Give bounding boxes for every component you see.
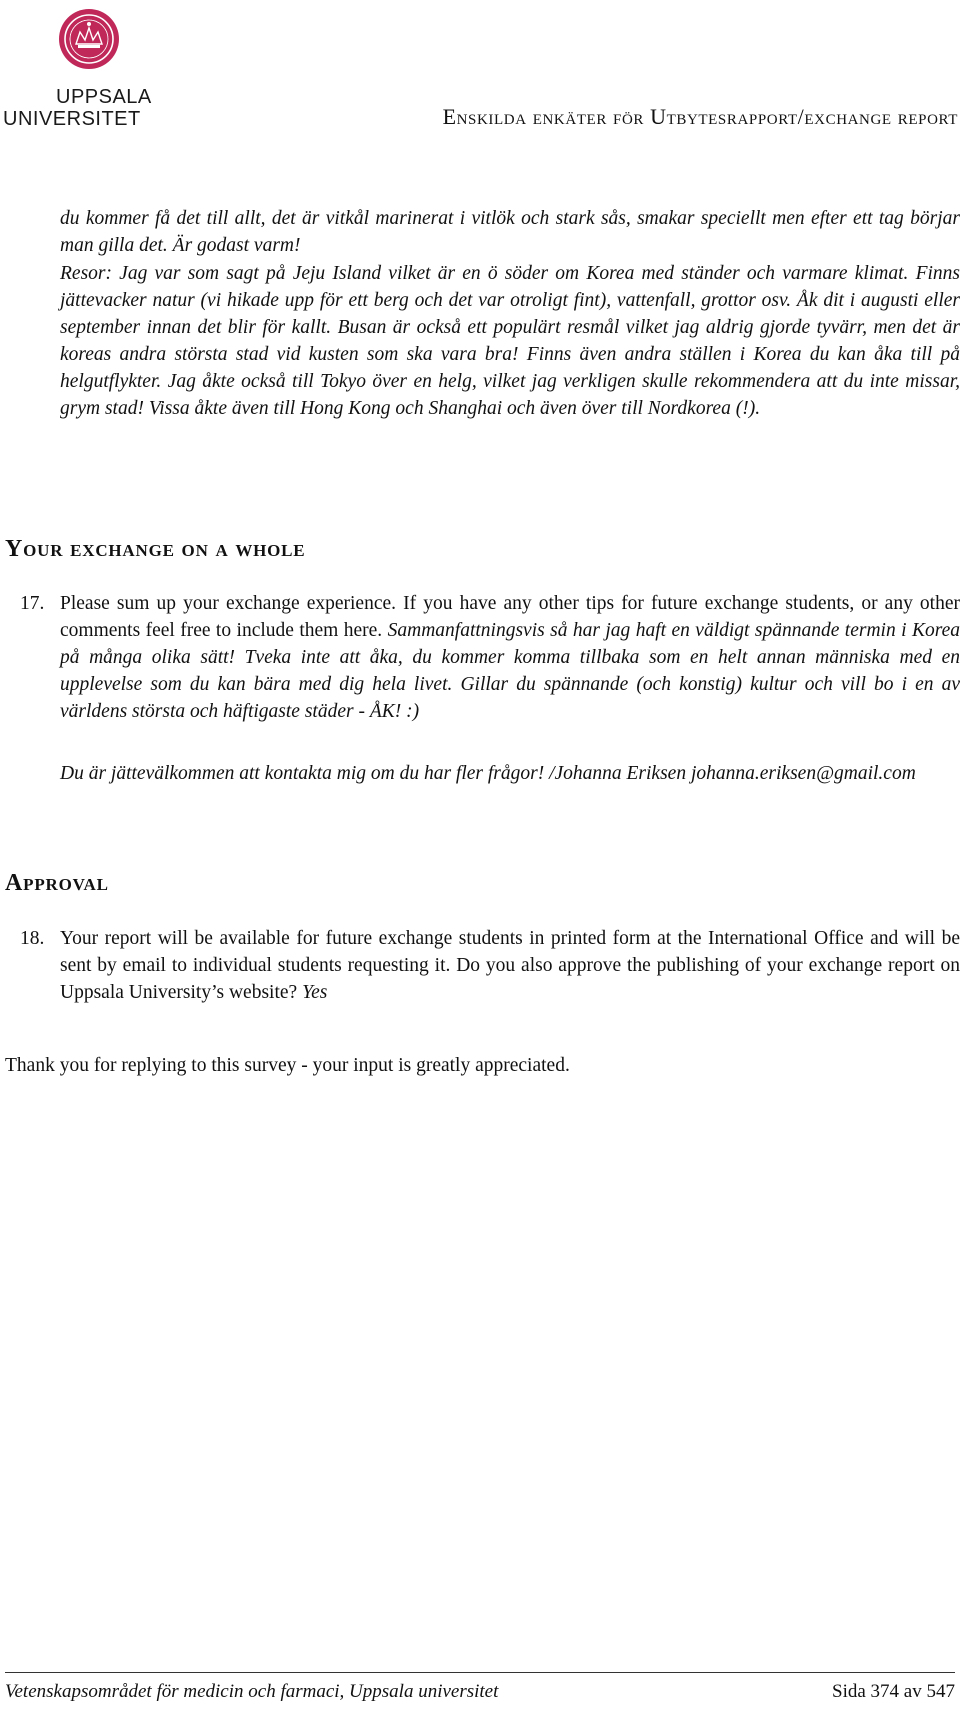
question-17-text: Please sum up your exchange experience. If you have any other tips for future exchange students, or any other comments feel free to include them here. bbox=[60, 593, 960, 641]
travel-paragraph: Resor: Jag var som sagt på Jeju Island vilket är en ö söder om Korea med ständer och varmare klimat. Finns jättevacker natur (vi hikade upp för ett berg och det var otroligt fint), vattenfall, grottor osv. Åk dit i augusti eller september innan det blir för kallt. Busan är också ett populärt resmål vilket jag aldrig gjorde tyvärr, men det är koreas andra största stad vid kusten som ska vara bra! Finns även andra ställen i Korea du kan åka till på helgutflykter. Jag åkte också till Tokyo över en helg, vilket jag verkligen skulle rekommendera att du inte missar, grym stad! Vissa åkte även till Hong Kong och Shanghai och även över till Nordkorea (!). bbox=[60, 263, 960, 419]
answer-18-text: Yes bbox=[302, 982, 328, 1003]
section-heading-approval: Approval bbox=[5, 870, 109, 896]
section-heading-exchange: Your exchange on a whole bbox=[5, 536, 306, 562]
question-18-text: Your report will be available for future exchange students in printed form at the International Office and will be sent by email to individual students requesting it. Do you also approve the publishing of your exchange report on Uppsala University’s website? bbox=[60, 928, 960, 1003]
answer-17-text: Sammanfattningsvis så har jag haft en väldigt spännande termin i Korea på många olika sätt! Tveka inte att åka, du kommer komma tillbaka som en helt annan människa med en upplevelse som du kan bära med dig hela livet. Gillar du spännande (och konstig) kultur och vill bo i en av världens största och häftigaste städer - ÅK! :) bbox=[60, 620, 960, 722]
footer-divider bbox=[5, 1672, 955, 1673]
question-18-block bbox=[60, 925, 960, 1006]
thank-you-text: Thank you for replying to this survey - your input is greatly appreciated. bbox=[5, 1055, 570, 1076]
answer-17-contact: Du är jättevälkommen att kontakta mig om du har fler frågor! /Johanna Eriksen johanna.eriksen@gmail.com bbox=[60, 763, 916, 784]
footer-page-number: Sida 374 av 547 bbox=[832, 1681, 955, 1702]
question-number-17: 17. bbox=[20, 593, 45, 614]
logo-text-universitet: UNIVERSITET bbox=[3, 108, 141, 130]
page-header-title: Enskilda enkäter för Utbytesrapport/exchange report bbox=[442, 104, 958, 129]
question-17-block bbox=[60, 590, 960, 725]
uppsala-university-seal-icon bbox=[58, 8, 120, 70]
logo-text-uppsala: UPPSALA bbox=[56, 86, 152, 108]
question-number-18: 18. bbox=[20, 928, 45, 949]
footer-faculty: Vetenskapsområdet för medicin och farmaci, Uppsala universitet bbox=[5, 1681, 499, 1702]
food-paragraph: du kommer få det till allt, det är vitkål marinerat i vitlök och stark sås, smakar speciellt men efter ett tag börjar man gilla det. Är godast varm! bbox=[60, 208, 960, 256]
